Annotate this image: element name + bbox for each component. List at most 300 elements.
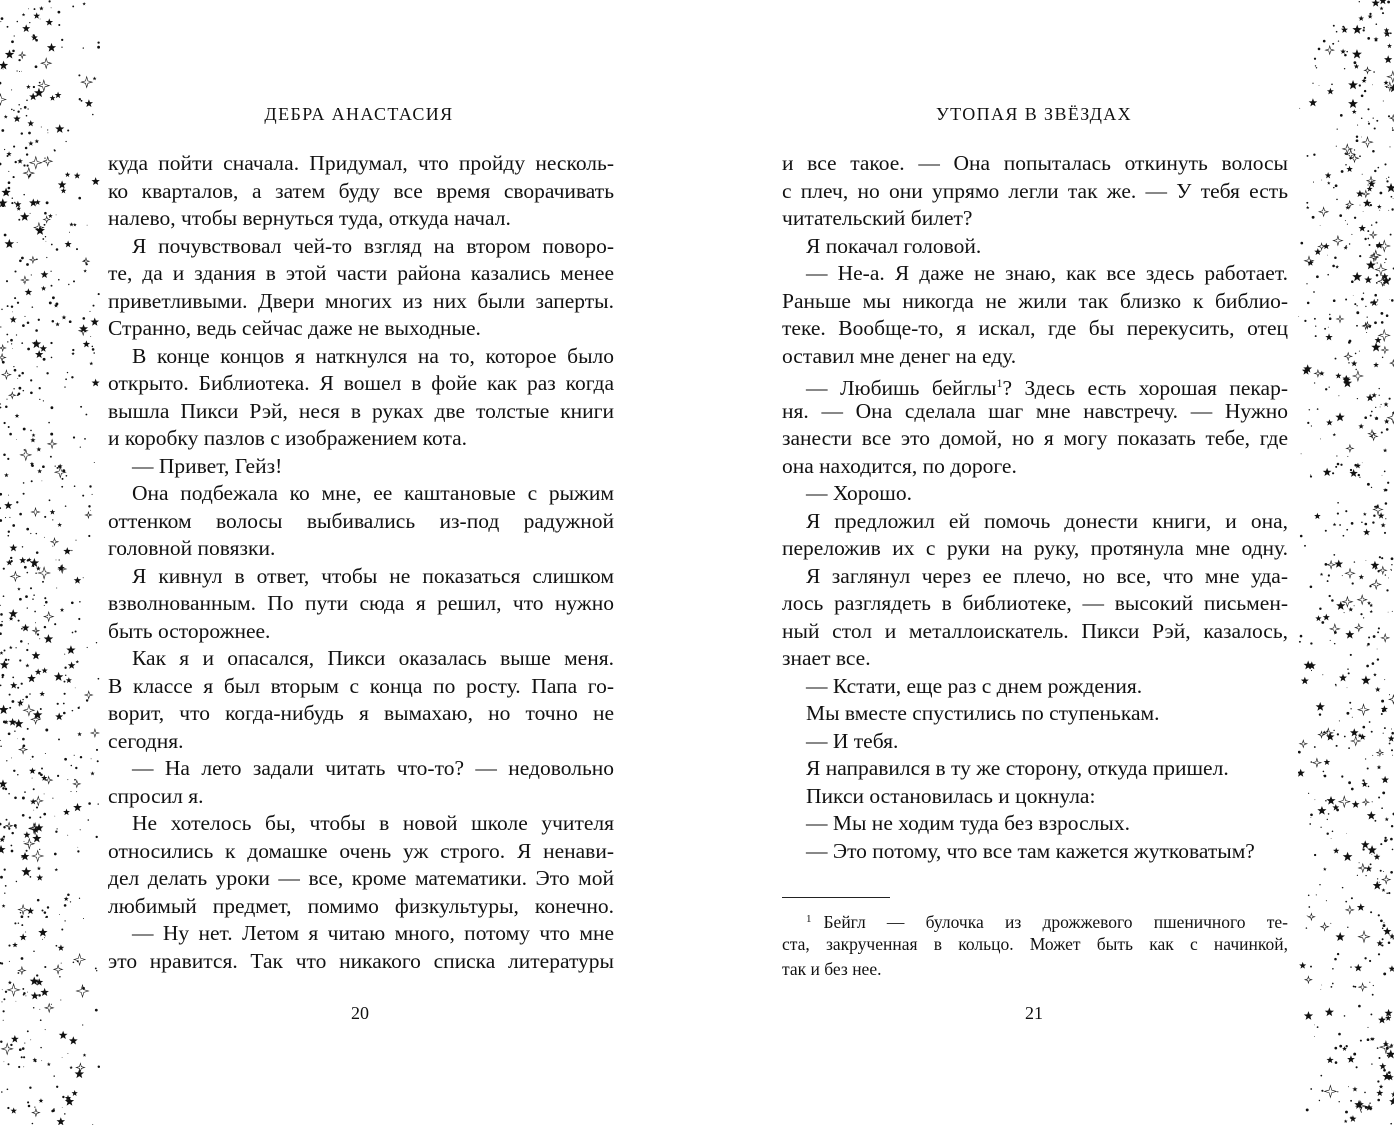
- star-shape: [32, 834, 41, 843]
- star-dot: [92, 348, 95, 351]
- star-dot: [23, 1066, 24, 1067]
- star-dot: [1335, 1061, 1338, 1064]
- star-shape: [1341, 26, 1348, 33]
- star-dot: [24, 841, 25, 842]
- star-shape: [29, 767, 36, 773]
- star-dot: [1379, 882, 1380, 883]
- star-shape: [1333, 848, 1339, 854]
- star-dot: [1345, 299, 1347, 301]
- star-dot: [1368, 786, 1370, 788]
- star-dot: [21, 1056, 23, 1058]
- star-dot: [98, 293, 100, 295]
- star-dot: [3, 721, 6, 724]
- star-shape: [1325, 172, 1331, 178]
- star-shape: [1381, 776, 1389, 783]
- star-dot: [45, 601, 48, 604]
- star-shape: [1327, 88, 1334, 95]
- star-shape: [1389, 933, 1394, 939]
- star-dot: [33, 950, 35, 952]
- star-dot: [1367, 645, 1368, 646]
- sparkle-shape: [1305, 256, 1314, 265]
- star-dot: [1386, 1048, 1388, 1050]
- sparkle-shape: [74, 954, 85, 965]
- star-dot: [75, 540, 76, 541]
- star-dot: [1346, 712, 1349, 715]
- footnote-reference[interactable]: 1: [996, 376, 1003, 390]
- star-dot: [62, 1107, 63, 1108]
- star-dot: [27, 560, 29, 562]
- star-dot: [54, 150, 56, 152]
- star-dot: [27, 728, 29, 730]
- star-shape: [1367, 601, 1371, 605]
- star-dot: [1337, 128, 1338, 129]
- star-shape: [1324, 759, 1331, 765]
- star-dot: [1381, 404, 1382, 405]
- star-dot: [42, 465, 45, 468]
- star-dot: [1384, 839, 1387, 842]
- right-running-head: УТОПАЯ В ЗВЁЗДАХ: [935, 104, 1133, 124]
- star-dot: [1346, 51, 1348, 53]
- star-dot: [17, 738, 18, 739]
- star-dot: [12, 348, 13, 349]
- star-dot: [5, 991, 7, 993]
- star-dot: [1391, 825, 1393, 827]
- star-dot: [14, 270, 16, 272]
- star-dot: [32, 598, 34, 600]
- star-dot: [35, 65, 38, 68]
- star-dot: [64, 681, 66, 683]
- star-dot: [1352, 717, 1353, 718]
- star-dot: [61, 963, 62, 964]
- star-shape: [1323, 867, 1327, 870]
- right-starfield-border: [1298, 0, 1394, 1125]
- star-dot: [24, 791, 26, 793]
- star-dot: [6, 280, 8, 282]
- star-shape: [1361, 675, 1371, 684]
- star-dot: [8, 531, 10, 533]
- star-shape: [32, 651, 41, 659]
- star-dot: [11, 40, 14, 43]
- star-dot: [1329, 317, 1332, 320]
- footnote-line: так и без нее.: [782, 959, 882, 979]
- star-dot: [78, 74, 80, 76]
- star-dot: [1329, 314, 1330, 315]
- body-line: оттенком волосы выбивались из-под радужной: [108, 508, 614, 533]
- star-dot: [16, 501, 18, 503]
- star-dot: [96, 642, 97, 643]
- star-dot: [92, 346, 94, 348]
- star-dot: [1363, 29, 1365, 31]
- star-dot: [1313, 154, 1315, 156]
- star-dot: [1334, 257, 1337, 260]
- star-dot: [18, 219, 20, 221]
- star-dot: [1392, 755, 1393, 756]
- star-dot: [8, 659, 10, 661]
- star-dot: [18, 104, 20, 106]
- footnote-mark: 1: [806, 913, 812, 925]
- star-dot: [14, 797, 17, 800]
- star-dot: [65, 141, 66, 142]
- star-dot: [4, 1061, 5, 1062]
- star-dot: [1367, 230, 1369, 232]
- sparkle-shape: [1362, 137, 1372, 147]
- star-shape: [1309, 98, 1318, 106]
- star-dot: [26, 115, 28, 117]
- star-dot: [1298, 316, 1299, 317]
- sparkle-shape: [1337, 316, 1344, 323]
- star-dot: [41, 127, 42, 128]
- star-dot: [17, 378, 18, 379]
- star-dot: [11, 832, 13, 834]
- star-dot: [30, 1039, 31, 1040]
- star-dot: [1348, 362, 1349, 363]
- star-dot: [3, 649, 5, 651]
- star-dot: [28, 132, 31, 135]
- star-dot: [1315, 799, 1316, 800]
- star-dot: [40, 1047, 41, 1048]
- star-shape: [1367, 811, 1376, 820]
- star-shape: [73, 223, 77, 226]
- star-shape: [66, 645, 75, 654]
- star-dot: [73, 436, 75, 438]
- star-shape: [2, 904, 6, 908]
- star-dot: [5, 885, 7, 887]
- star-dot: [1362, 174, 1363, 175]
- star-dot: [40, 229, 41, 230]
- star-dot: [1391, 196, 1393, 198]
- star-shape: [17, 158, 23, 163]
- star-shape: [74, 172, 81, 178]
- star-dot: [1363, 211, 1364, 212]
- star-dot: [1339, 720, 1340, 721]
- star-dot: [1373, 985, 1374, 986]
- star-dot: [1349, 340, 1352, 343]
- star-dot: [62, 469, 65, 472]
- star-dot: [11, 202, 13, 204]
- star-dot: [50, 456, 52, 458]
- star-shape: [25, 288, 33, 295]
- star-dot: [26, 153, 28, 155]
- star-dot: [56, 215, 57, 216]
- star-dot: [1386, 893, 1388, 895]
- star-dot: [39, 849, 40, 850]
- star-shape: [1370, 299, 1378, 306]
- star-dot: [1346, 529, 1348, 531]
- star-dot: [1384, 837, 1386, 839]
- star-dot: [1373, 117, 1374, 118]
- star-dot: [1384, 532, 1386, 534]
- star-shape: [22, 624, 30, 632]
- star-dot: [12, 50, 15, 53]
- star-dot: [1354, 217, 1356, 219]
- star-dot: [1339, 214, 1342, 217]
- star-shape: [1323, 614, 1330, 621]
- star-shape: [0, 705, 9, 714]
- star-dot: [71, 765, 73, 767]
- star-dot: [23, 164, 25, 166]
- star-dot: [1389, 694, 1390, 695]
- star-dot: [1314, 318, 1316, 320]
- star-dot: [33, 810, 34, 811]
- star-dot: [1389, 398, 1391, 400]
- star-shape: [1381, 523, 1386, 528]
- star-shape: [1340, 49, 1346, 54]
- star-dot: [19, 598, 22, 601]
- star-dot: [71, 550, 72, 551]
- star-dot: [12, 311, 13, 312]
- star-dot: [9, 707, 11, 709]
- star-dot: [1380, 919, 1383, 922]
- star-dot: [80, 829, 81, 830]
- star-shape: [76, 660, 80, 663]
- star-shape: [1298, 769, 1305, 777]
- star-dot: [1382, 475, 1383, 476]
- star-dot: [1359, 351, 1360, 352]
- star-dot: [1, 1091, 3, 1093]
- star-shape: [83, 340, 90, 347]
- star-dot: [1356, 305, 1357, 306]
- body-line: Как я и опасался, Пикси оказалась выше меня.: [132, 646, 614, 670]
- star-dot: [1310, 475, 1311, 476]
- body-line: теке. Вообще-то, я искал, где бы перекусить, отец: [782, 316, 1288, 340]
- star-shape: [9, 609, 18, 618]
- star-dot: [8, 426, 10, 428]
- star-dot: [24, 106, 27, 109]
- star-dot: [1327, 255, 1328, 256]
- star-dot: [96, 970, 97, 971]
- star-dot: [34, 8, 36, 10]
- star-dot: [61, 486, 63, 488]
- star-dot: [1371, 411, 1373, 413]
- star-dot: [70, 901, 71, 902]
- star-dot: [89, 311, 90, 312]
- star-shape: [1351, 360, 1357, 366]
- star-dot: [29, 22, 30, 23]
- star-dot: [1367, 767, 1369, 769]
- star-dot: [1319, 607, 1321, 609]
- body-line: быть осторожнее.: [108, 618, 271, 643]
- star-shape: [1315, 615, 1321, 621]
- star-shape: [1352, 1087, 1357, 1092]
- star-dot: [1382, 938, 1384, 940]
- star-shape: [45, 18, 53, 25]
- star-shape: [1385, 817, 1389, 821]
- star-dot: [1339, 1045, 1342, 1048]
- sparkle-shape: [2, 370, 11, 379]
- star-dot: [1361, 137, 1362, 138]
- star-dot: [35, 39, 38, 42]
- star-dot: [1356, 139, 1359, 142]
- star-dot: [52, 296, 55, 299]
- star-dot: [4, 149, 5, 150]
- star-dot: [1309, 823, 1311, 825]
- star-dot: [1311, 425, 1312, 426]
- star-dot: [1369, 244, 1371, 246]
- star-dot: [1390, 1123, 1392, 1125]
- star-dot: [1381, 700, 1384, 703]
- star-shape: [1389, 965, 1394, 971]
- star-dot: [1344, 612, 1345, 613]
- star-shape: [15, 413, 20, 417]
- star-dot: [1382, 791, 1385, 794]
- star-dot: [1333, 730, 1334, 731]
- sparkle-shape: [91, 729, 99, 737]
- star-dot: [47, 129, 48, 130]
- star-dot: [19, 659, 21, 661]
- star-dot: [77, 847, 78, 848]
- star-dot: [23, 1056, 25, 1058]
- star-shape: [1376, 1089, 1383, 1096]
- star-dot: [30, 213, 31, 214]
- star-dot: [1384, 679, 1385, 680]
- star-dot: [1380, 843, 1382, 845]
- star-dot: [15, 647, 16, 648]
- body-line: любимый предмет, помимо физкультуры, конечно.: [108, 893, 614, 918]
- star-shape: [55, 124, 64, 133]
- sparkle-shape: [1345, 569, 1354, 578]
- star-dot: [1342, 575, 1343, 576]
- star-dot: [1391, 557, 1394, 560]
- star-dot: [1379, 388, 1380, 389]
- star-shape: [22, 13, 26, 16]
- star-dot: [52, 1109, 55, 1112]
- star-dot: [1308, 793, 1309, 794]
- star-dot: [1, 309, 2, 310]
- body-line: — Хорошо.: [806, 481, 912, 505]
- sparkle-shape: [1353, 371, 1363, 381]
- star-dot: [10, 339, 13, 342]
- star-dot: [1354, 149, 1355, 150]
- star-dot: [1378, 797, 1380, 799]
- star-dot: [1332, 472, 1334, 474]
- star-dot: [43, 400, 44, 401]
- star-dot: [1372, 521, 1374, 523]
- star-shape: [1352, 49, 1362, 58]
- body-line: те, да и здания в этой части района казались менее: [108, 261, 614, 285]
- star-dot: [1379, 1057, 1381, 1059]
- star-shape: [1357, 903, 1365, 911]
- star-dot: [1330, 923, 1331, 924]
- star-dot: [1338, 1033, 1341, 1036]
- star-shape: [39, 6, 44, 10]
- star-dot: [27, 844, 28, 845]
- star-dot: [70, 791, 71, 792]
- star-dot: [1384, 163, 1386, 165]
- star-dot: [97, 46, 100, 49]
- star-dot: [14, 35, 15, 36]
- sparkle-shape: [24, 705, 35, 716]
- body-line: — Не-а. Я даже не знаю, как все здесь работает.: [806, 261, 1288, 285]
- sparkle-shape: [38, 567, 50, 579]
- sparkle-shape: [30, 257, 36, 263]
- star-shape: [1373, 881, 1382, 890]
- star-dot: [24, 1043, 25, 1044]
- star-shape: [58, 180, 67, 188]
- star-dot: [4, 869, 6, 871]
- star-dot: [66, 475, 68, 477]
- star-dot: [3, 836, 5, 838]
- star-shape: [1358, 424, 1364, 429]
- star-dot: [21, 132, 23, 134]
- star-dot: [1327, 819, 1328, 820]
- star-dot: [72, 632, 74, 634]
- star-dot: [21, 924, 23, 926]
- star-dot: [1377, 755, 1378, 756]
- star-dot: [1307, 915, 1308, 916]
- sparkle-shape: [85, 691, 93, 699]
- star-dot: [64, 667, 66, 669]
- star-dot: [8, 945, 10, 947]
- star-dot: [61, 47, 62, 48]
- star-dot: [6, 399, 7, 400]
- body-line: В конце концов я наткнулся на то, которое было: [132, 343, 614, 368]
- star-dot: [69, 232, 70, 233]
- star-shape: [1384, 55, 1392, 63]
- sparkle-shape: [1379, 567, 1386, 574]
- star-dot: [1357, 398, 1358, 399]
- star-dot: [4, 234, 7, 237]
- star-dot: [21, 683, 23, 685]
- star-dot: [50, 342, 52, 344]
- body-line: Раньше мы никогда не жили так близко к библио-: [782, 288, 1288, 313]
- star-dot: [1341, 775, 1343, 777]
- star-dot: [98, 803, 99, 804]
- star-shape: [89, 361, 93, 365]
- body-line: Я предложил ей помочь донести книги, и она,: [806, 508, 1288, 533]
- star-shape: [36, 447, 41, 452]
- star-dot: [46, 372, 48, 374]
- star-dot: [1385, 574, 1386, 575]
- star-dot: [1371, 487, 1372, 488]
- star-dot: [42, 481, 43, 482]
- sparkle-shape: [1327, 561, 1335, 569]
- star-dot: [1299, 108, 1300, 109]
- star-dot: [83, 918, 84, 919]
- star-shape: [0, 660, 9, 669]
- star-dot: [1334, 1047, 1337, 1050]
- star-dot: [1370, 911, 1372, 913]
- star-dot: [1389, 299, 1390, 300]
- star-dot: [1354, 986, 1356, 988]
- star-dot: [9, 961, 10, 962]
- star-dot: [1388, 612, 1389, 613]
- star-shape: [1348, 80, 1358, 89]
- star-dot: [1349, 702, 1351, 704]
- star-dot: [1392, 611, 1393, 612]
- star-dot: [10, 1044, 12, 1046]
- star-dot: [1391, 118, 1392, 119]
- star-shape: [1352, 109, 1357, 114]
- star-dot: [21, 372, 24, 375]
- star-dot: [4, 422, 6, 424]
- star-shape: [1379, 0, 1387, 4]
- star-dot: [64, 386, 65, 387]
- star-dot: [65, 378, 67, 380]
- body-line: это нравится. Так что никакого списка литературы: [108, 948, 614, 973]
- star-dot: [1313, 291, 1315, 293]
- star-dot: [1327, 274, 1329, 276]
- star-dot: [8, 187, 11, 190]
- sparkle-shape: [1314, 370, 1321, 377]
- star-dot: [12, 197, 13, 198]
- star-dot: [30, 379, 32, 381]
- star-dot: [80, 446, 81, 447]
- star-dot: [7, 458, 9, 460]
- star-dot: [88, 802, 91, 805]
- star-shape: [10, 316, 17, 323]
- star-dot: [13, 366, 14, 367]
- star-dot: [1300, 635, 1303, 638]
